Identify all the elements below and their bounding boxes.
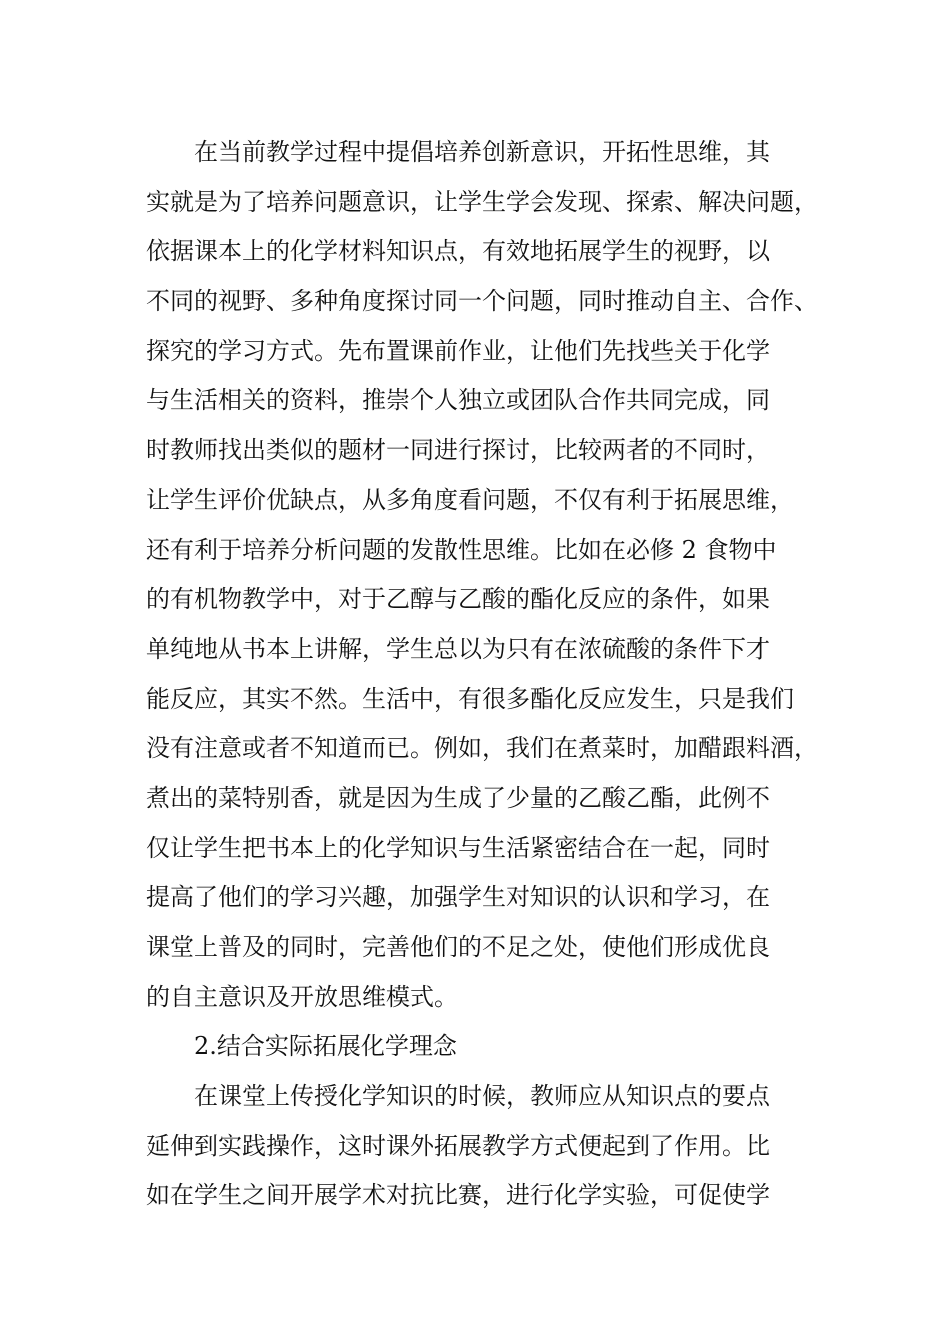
paragraph-line: 仅让学生把书本上的化学知识与生活紧密结合在一起，同时 xyxy=(146,833,770,862)
paragraph-line: 课堂上普及的同时，完善他们的不足之处，使他们形成优良 xyxy=(146,933,770,961)
paragraph-line: 不同的视野、多种角度探讨同一个问题，同时推动自主、合作、 xyxy=(146,287,818,316)
paragraph-line: 单纯地从书本上讲解，学生总以为只有在浓硫酸的条件下才 xyxy=(146,634,770,663)
paragraph-line: 能反应，其实不然。生活中，有很多酯化反应发生，只是我们 xyxy=(146,684,794,713)
paragraph-line: 的有机物教学中，对于乙醇与乙酸的酯化反应的条件，如果 xyxy=(146,585,770,614)
paragraph-line: 在当前教学过程中提倡培养创新意识，开拓性思维，其 xyxy=(194,138,770,166)
section-heading: 2.结合实际拓展化学理念 xyxy=(194,1032,457,1061)
paragraph-line: 如在学生之间开展学术对抗比赛，进行化学实验，可促使学 xyxy=(146,1181,770,1210)
paragraph-line: 在课堂上传授化学知识的时候，教师应从知识点的要点 xyxy=(194,1082,770,1111)
paragraph-line: 依据课本上的化学材料知识点，有效地拓展学生的视野，以 xyxy=(146,237,770,266)
paragraph-line: 的自主意识及开放思维模式。 xyxy=(146,982,458,1011)
paragraph-line: 探究的学习方式。先布置课前作业，让他们先找些关于化学 xyxy=(146,336,770,365)
paragraph-line: 还有利于培养分析问题的发散性思维。比如在必修 2 食物中 xyxy=(146,535,777,564)
paragraph-line: 没有注意或者不知道而已。例如，我们在煮菜时，加醋跟料酒， xyxy=(146,734,818,763)
paragraph-line: 让学生评价优缺点，从多角度看问题，不仅有利于拓展思维， xyxy=(146,485,794,514)
paragraph-line: 提高了他们的学习兴趣，加强学生对知识的认识和学习，在 xyxy=(146,883,770,912)
paragraph-line: 延伸到实践操作，这时课外拓展教学方式便起到了作用。比 xyxy=(146,1131,770,1160)
paragraph-line: 时教师找出类似的题材一同进行探讨，比较两者的不同时， xyxy=(146,436,770,465)
document-body xyxy=(146,128,836,1221)
paragraph-line: 与生活相关的资料，推崇个人独立或团队合作共同完成，同 xyxy=(146,386,770,415)
paragraph-line: 实就是为了培养问题意识，让学生学会发现、探索、解决问题， xyxy=(146,187,818,216)
paragraph-line: 煮出的菜特别香，就是因为生成了少量的乙酸乙酯，此例不 xyxy=(146,783,770,812)
